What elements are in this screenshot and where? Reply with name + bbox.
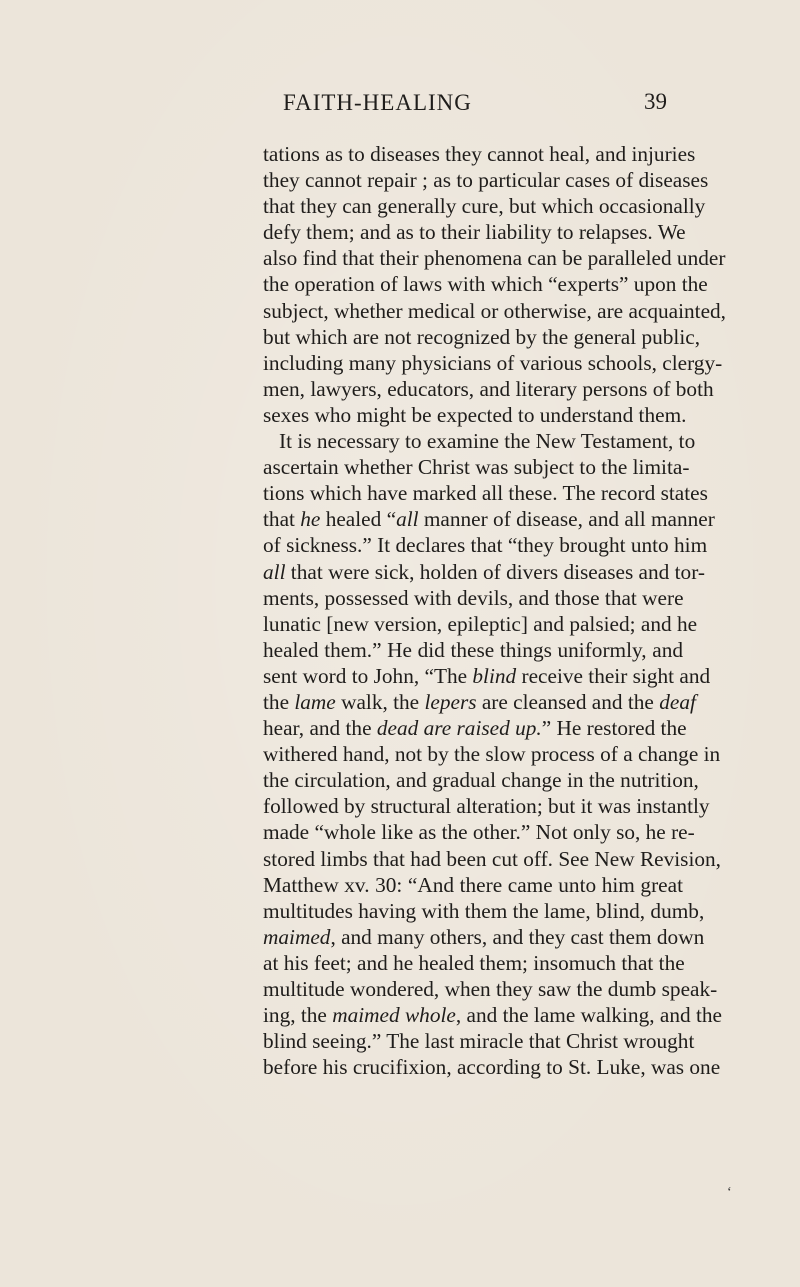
text-line: of sickness.” It declares that “they brought unto him	[263, 533, 708, 558]
text-line: withered hand, not by the slow process of a change in	[263, 742, 721, 767]
text-line: before his crucifixion, according to St. Luke, was one	[263, 1055, 721, 1080]
text-line: that he healed “all manner of disease, and all manner	[263, 507, 715, 532]
text-line: sent word to John, “The blind receive their sight and	[263, 663, 711, 688]
text-line: lunatic [new version, epileptic] and palsied; and he	[263, 611, 698, 636]
text-line: that they can generally cure, but which occasionally	[263, 194, 706, 219]
text-line: subject, whether medical or otherwise, are acquainted,	[263, 298, 727, 323]
text-line: the lame walk, the lepers are cleansed and the deaf	[263, 689, 696, 714]
text-line: blind seeing.” The last miracle that Christ wrought	[263, 1029, 695, 1054]
text-line: ments, possessed with devils, and those that were	[263, 585, 684, 610]
text-line: maimed, and many others, and they cast them down	[263, 924, 705, 949]
text-line: but which are not recognized by the general public,	[263, 324, 701, 349]
text-line: they cannot repair ; as to particular cases of diseases	[263, 168, 709, 193]
text-line: defy them; and as to their liability to relapses. We	[263, 220, 686, 245]
text-line: healed them.” He did these things uniformly, and	[263, 637, 683, 662]
text-line: sexes who might be expected to understand them.	[263, 402, 687, 427]
text-line: hear, and the dead are raised up.” He restored the	[263, 716, 687, 741]
page-number: 39	[644, 89, 667, 114]
text-line: including many physicians of various schools, clergy-	[263, 350, 723, 375]
text-line: at his feet; and he healed them; insomuch that the	[263, 950, 685, 975]
text-line: made “whole like as the other.” Not only so, he re-	[263, 820, 695, 845]
page-title: FAITH-HEALING	[283, 90, 472, 115]
margin-mark: ‘	[727, 1185, 732, 1200]
text-line: men, lawyers, educators, and literary persons of both	[263, 376, 714, 401]
text-line: followed by structural alteration; but it was instantly	[263, 794, 710, 819]
text-line: the circulation, and gradual change in the nutrition,	[263, 768, 699, 793]
text-line: the operation of laws with which “experts” upon the	[263, 272, 708, 297]
text-line: multitude wondered, when they saw the dumb speak-	[263, 977, 718, 1001]
body-text	[263, 141, 727, 1080]
running-head	[237, 88, 667, 128]
text-line: stored limbs that had been cut off. See New Revision,	[263, 846, 721, 871]
paragraph-start-line: It is necessary to examine the New Testament, to	[279, 429, 696, 454]
text-line: multitudes having with them the lame, blind, dumb,	[263, 898, 705, 923]
text-line: ing, the maimed whole, and the lame walking, and the	[263, 1003, 722, 1028]
text-line: all that were sick, holden of divers diseases and tor-	[263, 559, 705, 584]
text-line: ascertain whether Christ was subject to the limita-	[263, 455, 690, 480]
text-line: tions which have marked all these. The record states	[263, 481, 708, 506]
text-line: Matthew xv. 30: “And there came unto him great	[263, 872, 683, 897]
text-line: also find that their phenomena can be paralleled under	[263, 246, 726, 271]
text-line: tations as to diseases they cannot heal, and injuries	[263, 142, 696, 166]
